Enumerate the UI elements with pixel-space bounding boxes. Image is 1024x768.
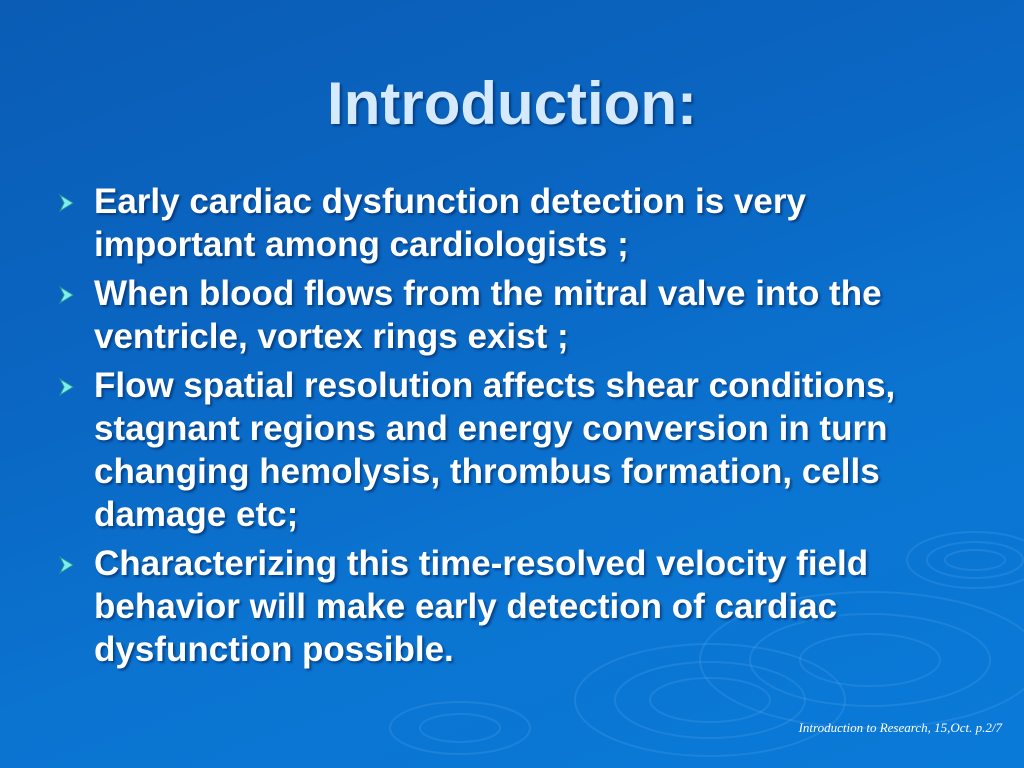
- bullet-item: [54, 272, 934, 358]
- bullet-item: [54, 364, 934, 536]
- chevron-arrow-icon: [56, 376, 78, 398]
- slide-footer: Introduction to Research, 15,Oct. p.2/7: [798, 720, 1002, 735]
- bullet-text: Flow spatial resolution affects shear conditions, stagnant regions and energy conversion in turn changing hemolysis, thrombus formation, cells damage etc;: [94, 366, 896, 534]
- bullet-item: [54, 542, 934, 671]
- chevron-arrow-icon: [56, 192, 78, 214]
- bullet-text: When blood flows from the mitral valve into the ventricle, vortex rings exist ;: [94, 274, 882, 356]
- bullet-list: [54, 180, 934, 677]
- bullet-text: Characterizing this time-resolved velocity field behavior will make early detection of cardiac dysfunction possible.: [94, 544, 869, 669]
- chevron-arrow-icon: [56, 554, 78, 576]
- slide-title: Introduction:: [327, 70, 697, 137]
- bullet-text: Early cardiac dysfunction detection is very important among cardiologists ;: [94, 182, 806, 264]
- bullet-item: [54, 180, 934, 266]
- chevron-arrow-icon: [56, 284, 78, 306]
